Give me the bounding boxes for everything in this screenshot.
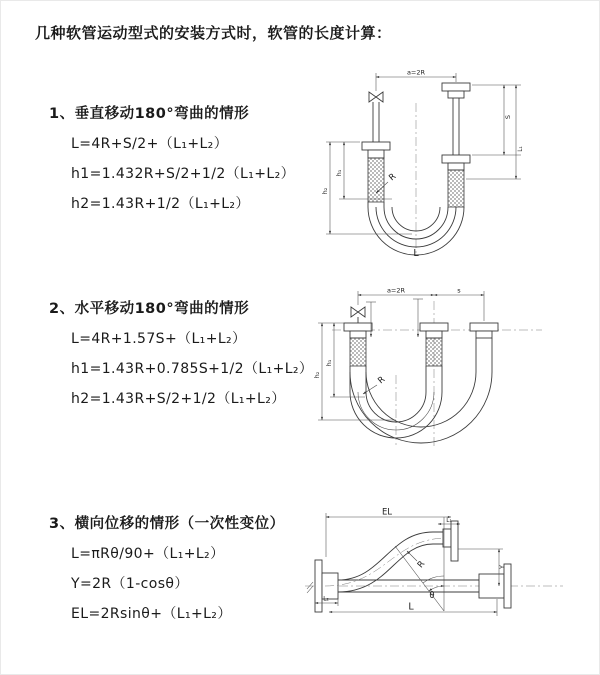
- section-horizontal-movement: [49, 297, 313, 421]
- dim-label-a2r: a=2R: [386, 287, 406, 295]
- formula-h1: h1=1.43R+0.785S+1/2（L₁+L₂）: [71, 361, 314, 377]
- formula-h2: h2=1.43R+S/2+1/2（L₁+L₂）: [71, 391, 286, 407]
- diagram-horizontal-180-bend: [307, 287, 552, 457]
- flange-fitting: [344, 323, 498, 338]
- dim-label-el: EL: [381, 507, 393, 518]
- formula-Y: Y=2R（1-cosθ）: [71, 576, 189, 592]
- valve-icon: [351, 307, 365, 317]
- formula-h1: h1=1.432R+S/2+1/2（L₁+L₂）: [71, 166, 295, 182]
- dim-label-l1: L₁: [446, 518, 452, 524]
- dim-label-l2: L₂: [323, 596, 329, 603]
- section-lateral-displacement: [49, 512, 285, 636]
- radius-label: R: [376, 374, 388, 387]
- dim-label-L: L: [408, 601, 414, 613]
- section-1-heading: 1、垂直移动180°弯曲的情形: [49, 106, 250, 122]
- section-2-heading: 2、水平移动180°弯曲的情形: [49, 301, 250, 317]
- valve-icon: [369, 92, 383, 102]
- hose-u-bend-position-2: [350, 338, 492, 443]
- centerline-break-mark: [307, 582, 313, 593]
- formula-L: L=4R+S/2+（L₁+L₂）: [71, 136, 229, 152]
- radius-label: R: [415, 559, 428, 571]
- formula-L: L=4R+1.57S+（L₁+L₂）: [71, 331, 247, 347]
- hose-displaced-position: [325, 521, 458, 592]
- formula-h2: h2=1.43R+1/2（L₁+L₂）: [71, 196, 250, 212]
- section-vertical-movement: [49, 102, 295, 226]
- dim-label-h2: h₂: [313, 371, 321, 379]
- flange-fitting: [362, 142, 390, 150]
- braided-hose-section: [426, 338, 442, 366]
- dim-label-a2r: a=2R: [406, 68, 426, 77]
- braided-hose-section: [350, 338, 366, 366]
- flange-fitting: [479, 574, 504, 598]
- radius-label: R: [387, 171, 399, 184]
- dim-label-h1: h₁: [325, 359, 333, 367]
- section-3-heading: 3、横向位移的情形（一次性变位）: [49, 516, 285, 532]
- angle-label: θ: [429, 591, 435, 601]
- dim-label-h2: h₂: [321, 187, 329, 195]
- diagram-lateral-displacement: [297, 499, 569, 655]
- braided-hose-section: [448, 170, 464, 207]
- dim-label-l1: L₁: [518, 146, 524, 152]
- dim-label-s: s: [457, 287, 461, 295]
- formula-L: L=πRθ/90+（L₁+L₂）: [71, 546, 225, 562]
- braided-hose-section: [368, 158, 384, 202]
- dim-label-y: Y: [498, 565, 506, 569]
- dim-label-h1: h₁: [335, 169, 343, 177]
- diagram-vertical-180-bend: [307, 67, 539, 259]
- length-label: L: [413, 248, 419, 259]
- page-title: 几种软管运动型式的安装方式时，软管的长度计算：: [35, 24, 392, 42]
- flange-fitting: [451, 521, 458, 561]
- flange-fitting: [442, 83, 470, 91]
- dim-label-s: S: [504, 114, 512, 120]
- formula-EL: EL=2Rsinθ+（L₁+L₂）: [71, 606, 232, 622]
- flange-fitting: [315, 560, 322, 612]
